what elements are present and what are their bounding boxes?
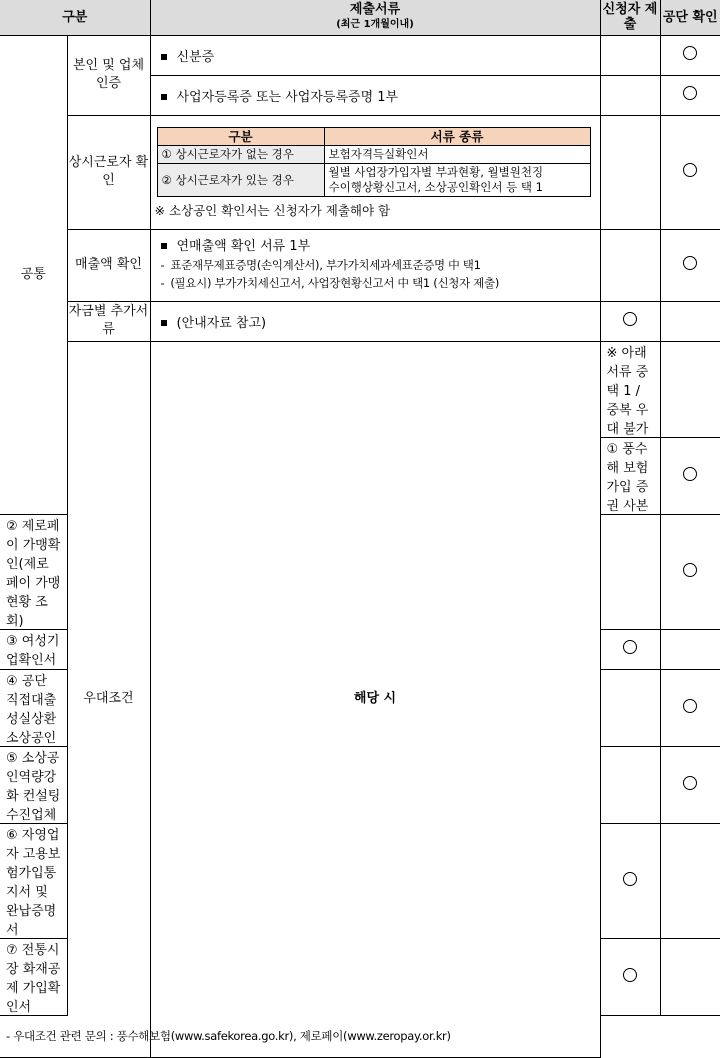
sales-line3: (필요시) 부가가치세신고서, 사업장현황신고서 中 택1 (신청자 제출) bbox=[170, 276, 500, 290]
header-applicant: 신청자 제출 bbox=[600, 0, 660, 35]
list-item: ② 제로페이 가맹확인(제로페이 가맹현황 조회) bbox=[0, 514, 67, 629]
agency-cell bbox=[660, 229, 720, 301]
applicant-cell bbox=[600, 514, 660, 629]
applicant-cell bbox=[660, 437, 720, 514]
agency-cell bbox=[660, 35, 720, 75]
agency-cell bbox=[660, 301, 720, 341]
header-row bbox=[0, 0, 720, 35]
circle-mark-icon bbox=[683, 46, 697, 60]
agency-cell bbox=[660, 669, 720, 746]
list-item: ③ 여성기업확인서 bbox=[0, 629, 67, 669]
agency-cell bbox=[660, 746, 720, 823]
subtable-case-none: ① 상시근로자가 없는 경우 bbox=[157, 146, 324, 164]
list-item: (안내자료 참고) bbox=[150, 301, 600, 341]
applicant-cell bbox=[600, 75, 660, 115]
sales-line2: 표준재무제표증명(손익계산서), 부가가치세과세표준증명 中 택1 bbox=[170, 258, 481, 272]
sales-label: 매출액 확인 bbox=[67, 229, 150, 301]
bullet-square-icon bbox=[161, 94, 167, 100]
agency-cell bbox=[660, 629, 720, 669]
circle-mark-icon bbox=[623, 312, 637, 326]
header-documents-subtitle: (최근 1개월이내) bbox=[336, 19, 414, 31]
circle-mark-icon bbox=[623, 640, 637, 654]
header-documents-title: 제출서류 bbox=[349, 2, 401, 18]
preferential-intro: ※ 아래 서류 중 택 1 / 중복 우대 불가 bbox=[600, 341, 660, 437]
agency-cell bbox=[660, 514, 720, 629]
header-agency: 공단 확인 bbox=[660, 0, 720, 35]
circle-mark-icon bbox=[623, 872, 637, 886]
subtable-header-category: 구분 bbox=[157, 128, 324, 146]
subtable-doc-some: 월별 사업장가입자별 부과현황, 월별원천징 수이행상황신고서, 소상공인확인서 등 택 1 bbox=[324, 164, 590, 197]
applicant-cell bbox=[600, 938, 660, 1015]
workers-note: ※ 소상공인 확인서는 신청자가 제출해야 함 bbox=[154, 203, 391, 218]
circle-mark-icon bbox=[683, 86, 697, 100]
circle-mark-icon bbox=[683, 776, 697, 790]
table-row bbox=[0, 341, 720, 437]
list-item: ⑦ 전통시장 화재공제 가입확인서 bbox=[0, 938, 67, 1015]
extra-label: 자금별 추가서류 bbox=[67, 301, 150, 341]
table-row bbox=[0, 115, 720, 229]
applicant-cell bbox=[600, 301, 660, 341]
workers-label: 상시근로자 확인 bbox=[67, 115, 150, 229]
circle-mark-icon bbox=[683, 699, 697, 713]
list-item: 신분증 bbox=[150, 35, 600, 75]
applicant-cell bbox=[600, 823, 660, 938]
agency-cell bbox=[660, 115, 720, 229]
applicant-cell bbox=[600, 35, 660, 75]
list-item: ④ 공단 직접대출 성실상환 소상공인 bbox=[0, 669, 67, 746]
group-preferential-label: 우대조건 bbox=[67, 341, 150, 1057]
list-item: ⑥ 자영업자 고용보험가입통지서 및 완납증명서 bbox=[0, 823, 67, 938]
header-category: 구분 bbox=[0, 0, 150, 35]
workers-subtable bbox=[157, 127, 591, 197]
agency-cell bbox=[660, 823, 720, 938]
subtable-doc-none: 보험자격득실확인서 bbox=[324, 146, 590, 164]
identity-label: 본인 및 업체 인증 bbox=[67, 35, 150, 115]
applicant-cell bbox=[600, 115, 660, 229]
list-item: ① 풍수해 보험 가입 증권 사본 bbox=[600, 437, 660, 514]
agency-cell bbox=[660, 938, 720, 1015]
circle-mark-icon bbox=[683, 467, 697, 481]
bullet-square-icon bbox=[161, 320, 167, 326]
bullet-square-icon bbox=[161, 243, 167, 249]
header-documents bbox=[150, 0, 600, 35]
circle-mark-icon bbox=[683, 256, 697, 270]
table-row bbox=[0, 35, 720, 75]
subtable-case-some: ② 상시근로자가 있는 경우 bbox=[157, 164, 324, 197]
applicant-cell bbox=[600, 669, 660, 746]
circle-mark-icon bbox=[683, 563, 697, 577]
table-row bbox=[0, 301, 720, 341]
table-row bbox=[0, 1015, 720, 1057]
group-common-label: 공통 bbox=[0, 35, 67, 514]
list-item: 사업자등록증 또는 사업자등록증명 1부 bbox=[150, 75, 600, 115]
list-item: ⑤ 소상공인역량강화 컨설팅 수진업체 bbox=[0, 746, 67, 823]
applicant-cell bbox=[600, 229, 660, 301]
applicant-cell bbox=[600, 629, 660, 669]
circle-mark-icon bbox=[623, 968, 637, 982]
preferential-inquiry: - 우대조건 관련 문의 : 풍수해보험(www.safekorea.go.kr), 제로페이(www.zeropay.or.kr) bbox=[0, 1015, 600, 1057]
circle-mark-icon bbox=[683, 163, 697, 177]
preferential-condition: 해당 시 bbox=[150, 341, 600, 1057]
bullet-square-icon bbox=[161, 54, 167, 60]
sales-docs: 연매출액 확인 서류 1부 - 표준재무제표증명(손익계산서), 부가가치세과세표준증명 中 택1 - (필요시) 부가가치세신고서, 사업장현황신고서 中 택1 (신청자 제출) bbox=[150, 229, 600, 301]
workers-docs bbox=[150, 115, 600, 229]
applicant-cell bbox=[600, 746, 660, 823]
table-row bbox=[0, 229, 720, 301]
sales-line1: 연매출액 확인 서류 1부 bbox=[176, 239, 311, 254]
subtable-header-doctype: 서류 종류 bbox=[324, 128, 590, 146]
agency-cell bbox=[660, 75, 720, 115]
